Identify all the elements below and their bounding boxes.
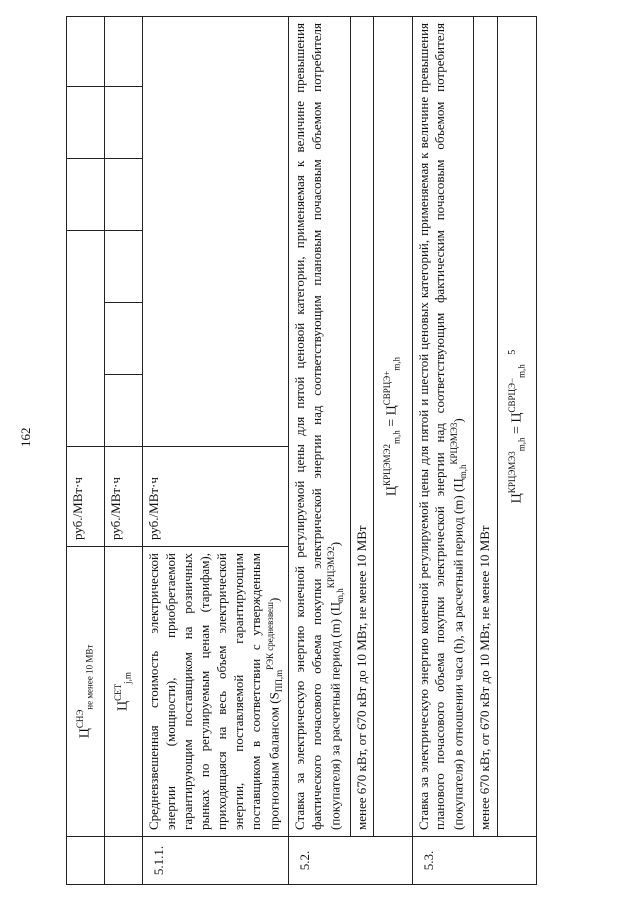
table-row-5-1-1 (143, 16, 289, 884)
row-unit: руб./МВт·ч (143, 447, 289, 547)
range-label: менее 670 кВт, от 670 кВт до 10 МВт, не менее 10 МВт (473, 16, 497, 836)
formula: $Ц^{КРЦЭМЭ3}_{m,h} = Ц^{СВРЦЭ-}_{m,h}$ $^5$ (497, 16, 536, 836)
row-5-2-range (350, 16, 374, 884)
row-5-3-range (473, 16, 497, 884)
row-description: Ставка за электрическую энергию конечной регулируемой цены для пятой и шестой ценовых категорий, применяемая к величине превышения планового почасового объема покупки электрической энергии над соответствующим фактическим почасовым объемом потребителя (покупателя) в отношении часа (h), за расчетный период (m) $(Ц_{m,h}^{КРЦЭМЭ3})$ (412, 16, 473, 836)
tariff-table-sheet (66, 17, 527, 885)
header-row-set (105, 16, 143, 884)
row-number: 5.3. (412, 837, 536, 885)
symbol-snr: $Ц^{СНЭ}_{не менее 10 МВт}$ (67, 547, 105, 837)
header-row-snr (67, 16, 105, 884)
footnote-marker: 5 (506, 349, 518, 355)
unit-snr: руб./МВт·ч (67, 447, 105, 547)
row-description: Ставка за электрическую энергию конечной регулируемой цены для пятой ценовой категории, применяемая к величине превышения фактического почасового объема покупки электрической энергии над соответствующим плановым почасовым объемом потребителя (покупателя) за расчетный период (m) $(Ц_{m,h}^{КРЦЭМЭ2})$ (289, 16, 350, 836)
tariff-table (66, 16, 537, 885)
symbol-set: $Ц^{СЕТ}_{j,m}$ (105, 547, 143, 837)
row-number: 5.2. (289, 837, 412, 885)
row-number: 5.1.1. (143, 837, 289, 885)
row-5-2-formula (374, 16, 412, 884)
table-row-5-2 (289, 16, 350, 884)
unit-set: руб./МВт·ч (105, 447, 143, 547)
table-row-5-3 (412, 16, 473, 884)
formula: $Ц^{КРЦЭМЭ2}_{m,h} = Ц^{СВРЦЭ+}_{m,h}$ (374, 16, 412, 836)
row-description: Средневзвешенная стоимость электрической энергии (мощности), приобретаемой гарантирующим поставщиком на розничных рынках по регулируемым ценам (тарифам), приходящаяся на весь объем электрической энергии, поставляемой гарантирующим поставщиком в соответствии с утвержденным прогнозным балансом $(S_{ПП,m}^{РЭК средневзвеш})$ (143, 547, 289, 837)
row-5-3-formula (497, 16, 536, 884)
page-number: 162 (18, 427, 33, 447)
range-label: менее 670 кВт, от 670 кВт до 10 МВт, не менее 10 МВт (350, 16, 374, 836)
